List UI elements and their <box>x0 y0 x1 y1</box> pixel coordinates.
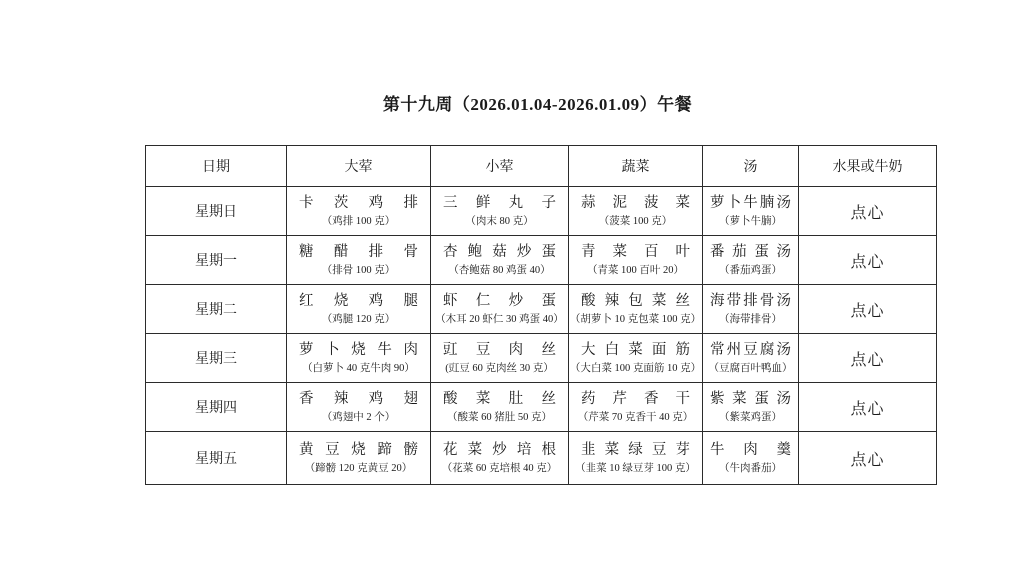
header-main-dish: 大荤 <box>287 146 431 187</box>
table-row-friday <box>146 432 937 485</box>
header-small-dish: 小荤 <box>431 146 569 187</box>
vegetable-cell <box>569 285 703 334</box>
dish-detail: （菠菜 100 克） <box>598 216 673 227</box>
dessert-cell: 点心 <box>799 187 937 236</box>
dish-name: 萝卜牛腩汤 <box>710 195 791 211</box>
dish-name: 青菜百叶 <box>581 244 690 260</box>
main-dish-cell <box>287 432 431 485</box>
dish-name: 糖醋排骨 <box>299 244 418 260</box>
dish-name: 大白菜面筋 <box>581 342 690 358</box>
day-cell: 星期二 <box>146 285 287 334</box>
vegetable-cell <box>569 187 703 236</box>
table-row-sunday <box>146 187 937 236</box>
dish-detail: （韭菜 10 绿豆芽 100 克） <box>575 463 696 474</box>
dish-detail: （花菜 60 克培根 40 克） <box>441 463 558 474</box>
day-cell: 星期一 <box>146 236 287 285</box>
table-row-monday <box>146 236 937 285</box>
dish-name: 萝卜烧牛肉 <box>299 342 418 358</box>
dish-name: 海带排骨汤 <box>710 293 791 309</box>
main-dish-cell <box>287 236 431 285</box>
dish-detail: （酸菜 60 猪肚 50 克） <box>447 412 552 423</box>
dish-detail: （白萝卜 40 克牛肉 90） <box>302 363 415 374</box>
dish-detail: （肉末 80 克） <box>465 216 534 227</box>
dish-name: 番茄蛋汤 <box>710 244 791 260</box>
dish-name: 红烧鸡腿 <box>299 293 418 309</box>
dish-name: 虾仁炒蛋 <box>443 293 556 309</box>
dish-name: 黄豆烧蹄髈 <box>299 442 418 458</box>
dish-detail: （木耳 20 虾仁 30 鸡蛋 40） <box>435 314 564 325</box>
dish-detail: （紫菜鸡蛋） <box>719 412 782 423</box>
dish-detail: （杏鲍菇 80 鸡蛋 40） <box>448 265 551 276</box>
soup-cell <box>703 383 799 432</box>
dish-name: 韭菜绿豆芽 <box>581 442 690 458</box>
dish-detail: （大白菜 100 克面筋 10 克） <box>569 363 702 374</box>
day-cell: 星期四 <box>146 383 287 432</box>
dish-name: 蒜泥菠菜 <box>581 195 690 211</box>
dessert-cell: 点心 <box>799 432 937 485</box>
dessert-cell: 点心 <box>799 236 937 285</box>
day-cell: 星期日 <box>146 187 287 236</box>
soup-cell <box>703 432 799 485</box>
dish-name: 药芹香干 <box>581 391 690 407</box>
dessert-cell: 点心 <box>799 334 937 383</box>
vegetable-cell <box>569 432 703 485</box>
dish-detail: （蹄髈 120 克黄豆 20） <box>304 463 413 474</box>
main-dish-cell <box>287 187 431 236</box>
soup-cell <box>703 236 799 285</box>
table-row-thursday <box>146 383 937 432</box>
table-row-wednesday <box>146 334 937 383</box>
dish-name: 三鲜丸子 <box>443 195 556 211</box>
page-title: 第十九周（2026.01.04-2026.01.09）午餐 <box>382 95 693 114</box>
soup-cell <box>703 334 799 383</box>
dish-detail: （排骨 100 克） <box>321 265 396 276</box>
dish-detail: （芹菜 70 克香干 40 克） <box>577 412 694 423</box>
dessert-cell: 点心 <box>799 285 937 334</box>
dish-name: 酸辣包菜丝 <box>581 293 690 309</box>
small-dish-cell <box>431 383 569 432</box>
small-dish-cell <box>431 236 569 285</box>
dish-detail: （萝卜牛腩） <box>719 216 782 227</box>
dish-detail: （海带排骨） <box>719 314 782 325</box>
header-vegetable: 蔬菜 <box>569 146 703 187</box>
main-dish-cell <box>287 285 431 334</box>
dish-detail: （鸡翅中 2 个） <box>321 412 396 423</box>
small-dish-cell <box>431 187 569 236</box>
dish-name: 卡茨鸡排 <box>299 195 418 211</box>
small-dish-cell <box>431 334 569 383</box>
dish-detail: （牛肉番茄） <box>719 463 782 474</box>
lunch-menu-table <box>145 145 937 485</box>
dish-detail: (豇豆 60 克肉丝 30 克） <box>445 363 554 374</box>
table-row-tuesday <box>146 285 937 334</box>
small-dish-cell <box>431 432 569 485</box>
dish-name: 花菜炒培根 <box>443 442 556 458</box>
soup-cell <box>703 187 799 236</box>
dish-detail: （青菜 100 百叶 20） <box>586 265 685 276</box>
dish-detail: （豆腐百叶鸭血） <box>708 363 793 374</box>
dish-name: 紫菜蛋汤 <box>710 391 791 407</box>
header-row <box>146 146 937 187</box>
dish-name: 常州豆腐汤 <box>710 342 791 358</box>
day-cell: 星期五 <box>146 432 287 485</box>
dessert-cell: 点心 <box>799 383 937 432</box>
small-dish-cell <box>431 285 569 334</box>
dish-detail: （鸡排 100 克） <box>321 216 396 227</box>
vegetable-cell <box>569 334 703 383</box>
vegetable-cell <box>569 236 703 285</box>
dish-name: 杏鲍菇炒蛋 <box>443 244 556 260</box>
dish-detail: （鸡腿 120 克） <box>321 314 396 325</box>
header-fruit-or-milk: 水果或牛奶 <box>799 146 937 187</box>
main-dish-cell <box>287 334 431 383</box>
dish-name: 香辣鸡翅 <box>299 391 418 407</box>
dish-detail: （胡萝卜 10 克包菜 100 克） <box>569 314 702 325</box>
dish-name: 酸菜肚丝 <box>443 391 556 407</box>
dish-name: 豇豆肉丝 <box>443 342 556 358</box>
soup-cell <box>703 285 799 334</box>
header-soup: 汤 <box>703 146 799 187</box>
header-date: 日期 <box>146 146 287 187</box>
vegetable-cell <box>569 383 703 432</box>
dish-name: 牛肉羹 <box>710 442 791 458</box>
dish-detail: （番茄鸡蛋） <box>719 265 782 276</box>
day-cell: 星期三 <box>146 334 287 383</box>
main-dish-cell <box>287 383 431 432</box>
